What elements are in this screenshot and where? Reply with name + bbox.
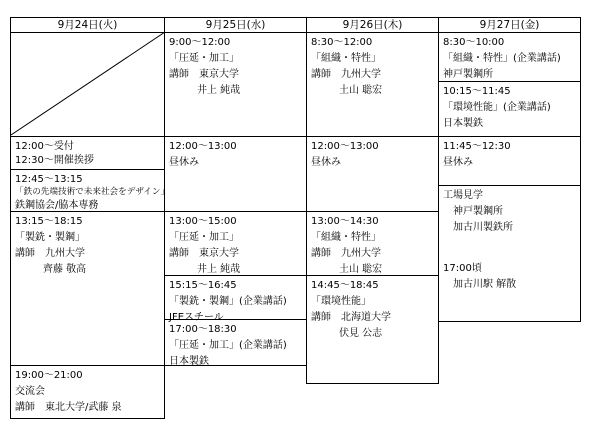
header-sep26: 9月26日(木): [306, 17, 439, 33]
pm2-lecturer-name: 伏見 公志: [339, 328, 383, 339]
am-lecturer-name: 井上 純哉: [197, 85, 241, 96]
pm2-company: JFEスチール: [169, 312, 224, 323]
lecture-title: 「製銑・製鋼」: [15, 232, 85, 243]
am2-title: 「環境性能」(企業講話): [443, 102, 551, 113]
lunch-cell-25: [164, 136, 307, 212]
am-title: 「組織・特性」: [311, 53, 381, 64]
lunch-label: 昼休み: [443, 157, 473, 168]
tour-site-1: 神戸製鋼所: [453, 206, 503, 217]
am1-title: 「組織・特性」(企業講話): [443, 53, 561, 64]
pm1-lecturer-name: 井上 純哉: [197, 264, 241, 275]
pm3-company: 日本製鉄: [169, 356, 209, 367]
pm1-title: 「組織・特性」: [311, 232, 381, 243]
pm3-cell-25: [164, 319, 307, 366]
evening-cell: [10, 365, 165, 419]
pm2-cell-25: [164, 275, 307, 323]
tour-title: 工場見学: [443, 190, 483, 201]
am1-cell-27: [438, 32, 581, 82]
evening-speaker: 講師 東北大学/武藤 泉: [15, 402, 122, 413]
keynote-cell: [10, 169, 170, 212]
dismissal-time: 17:00頃: [443, 263, 482, 274]
pm3-title: 「圧延・加工」(企業講話): [169, 340, 287, 351]
reception-cell: [10, 136, 165, 170]
dismissal-place: 加古川駅 解散: [453, 279, 517, 290]
am2-time: 10:15〜11:45: [443, 86, 511, 97]
pm2-title: 「環境性能」: [311, 296, 371, 307]
am-time: 8:30〜12:00: [311, 37, 373, 48]
am-lecturer: 講師 九州大学: [311, 69, 381, 80]
header-sep24: 9月24日(火): [10, 17, 165, 33]
evening-title: 交流会: [15, 386, 45, 397]
pm1-time: 13:00〜15:00: [169, 216, 237, 227]
lunch-label: 昼休み: [169, 157, 199, 168]
am-lecturer: 講師 東京大学: [169, 69, 239, 80]
lunch-cell-26: [306, 136, 439, 212]
am-cell-25: [164, 32, 307, 137]
empty-morning-cell: [10, 32, 165, 137]
pm2-title: 「製銑・製鋼」(企業講話): [169, 296, 287, 307]
tour-site-2: 加古川製鉄所: [453, 222, 513, 233]
evening-time: 19:00〜21:00: [15, 370, 83, 381]
lunch-cell-27: [438, 136, 581, 186]
keynote-time: 12:45〜13:15: [15, 174, 83, 185]
pm1-cell-25: [164, 211, 307, 276]
lunch-label: 昼休み: [311, 157, 341, 168]
lunch-time: 12:00〜13:00: [169, 141, 237, 152]
am1-time: 8:30〜10:00: [443, 37, 505, 48]
pm1-lecturer: 講師 九州大学: [311, 248, 381, 259]
keynote-title: 「鉄の先端技術で未来社会をデザイン」: [15, 187, 170, 197]
am-time: 9:00〜12:00: [169, 37, 231, 48]
pm2-time: 14:45〜18:45: [311, 280, 379, 291]
lecture-lecturer: 講師 九州大学: [15, 248, 85, 259]
am-lecturer-name: 土山 聡宏: [339, 85, 383, 96]
opening-remarks: 12:30〜開催挨拶: [15, 155, 94, 166]
lunch-time: 11:45〜12:30: [443, 141, 511, 152]
am2-company: 日本製鉄: [443, 118, 483, 129]
factory-tour-cell: [438, 185, 581, 322]
pm1-cell-26: [306, 211, 439, 276]
pm2-cell-26: [306, 275, 439, 384]
pm3-time: 17:00〜18:30: [169, 324, 237, 335]
lecture-lecturer-name: 齊藤 敬高: [43, 264, 87, 275]
header-sep25: 9月25日(水): [164, 17, 307, 33]
am-title: 「圧延・加工」: [169, 53, 239, 64]
lecture-cell-24: [10, 211, 165, 366]
lunch-time: 12:00〜13:00: [311, 141, 379, 152]
pm1-lecturer: 講師 東京大学: [169, 248, 239, 259]
pm1-lecturer-name: 土山 聡宏: [339, 264, 383, 275]
diagonal-line: [11, 32, 166, 136]
am2-cell-27: [438, 81, 581, 137]
pm2-time: 15:15〜16:45: [169, 280, 237, 291]
header-sep27: 9月27日(金): [438, 17, 581, 33]
pm1-time: 13:00〜14:30: [311, 216, 379, 227]
am1-company: 神戸製鋼所: [443, 69, 493, 80]
pm2-lecturer: 講師 北海道大学: [311, 312, 391, 323]
reception-time: 12:00〜受付: [15, 141, 74, 152]
keynote-speaker: 鉄鋼協会/脇本専務: [15, 200, 99, 211]
lecture-time: 13:15〜18:15: [15, 216, 83, 227]
am-cell-26: [306, 32, 439, 137]
pm1-title: 「圧延・加工」: [169, 232, 239, 243]
